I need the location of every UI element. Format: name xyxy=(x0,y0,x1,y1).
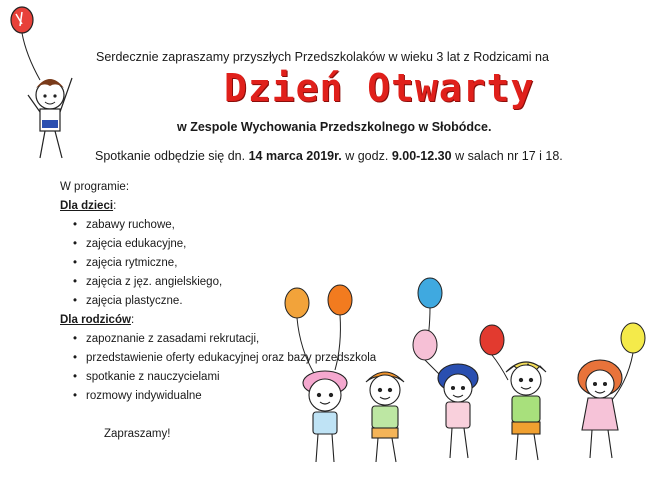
list-item: • rozmowy indywidualne xyxy=(73,390,202,402)
meeting-prefix: Spotkanie odbędzie się dn. xyxy=(95,149,246,163)
children-list xyxy=(60,216,376,311)
list-item: • zapoznanie z zasadami rekrutacji, xyxy=(73,333,260,345)
meeting-hours: 9.00-12.30 xyxy=(391,149,452,163)
list-item: • spotkanie z nauczycielami xyxy=(73,371,220,383)
meeting-mid: w godz. xyxy=(345,149,389,163)
meeting-suffix: w salach nr 17 i 18. xyxy=(455,149,563,163)
list-item: • zajęcia rytmiczne, xyxy=(73,257,178,269)
school-name: w Zespole Wychowania Przedszkolnego w Słobódce. xyxy=(177,120,492,134)
intro-text: Serdecznie zapraszamy przyszłych Przedszkolaków w wieku 3 lat z Rodzicami na xyxy=(96,50,549,64)
child-blue-hair xyxy=(438,364,478,458)
parents-heading: Dla rodziców xyxy=(60,314,131,326)
list-item: • zajęcia z jęz. angielskiego, xyxy=(73,276,223,288)
child-with-balloon-top-left xyxy=(11,7,72,158)
list-item: • zajęcia edukacyjne, xyxy=(73,238,187,250)
children-heading: Dla dzieci xyxy=(60,200,114,212)
parents-list xyxy=(60,330,376,406)
children-heading-line: Dla dzieci: xyxy=(60,200,117,212)
parents-heading-line: Dla rodziców: xyxy=(60,314,135,326)
meeting-date: 14 marca 2019r. xyxy=(248,149,342,163)
child-yellow-hair xyxy=(506,362,546,460)
event-title: Dzień Otwarty xyxy=(224,66,535,110)
list-item: • zajęcia plastyczne. xyxy=(73,295,183,307)
list-item: • przedstawienie oferty edukacyjnej oraz bazy przedszkola xyxy=(73,352,377,364)
meeting-info xyxy=(95,149,563,163)
list-item: • zabawy ruchowe, xyxy=(73,219,175,231)
closing-text: Zapraszamy! xyxy=(104,428,171,440)
program-heading: W programie: xyxy=(60,181,130,193)
child-red-hair xyxy=(578,360,622,458)
program-section xyxy=(60,178,376,406)
